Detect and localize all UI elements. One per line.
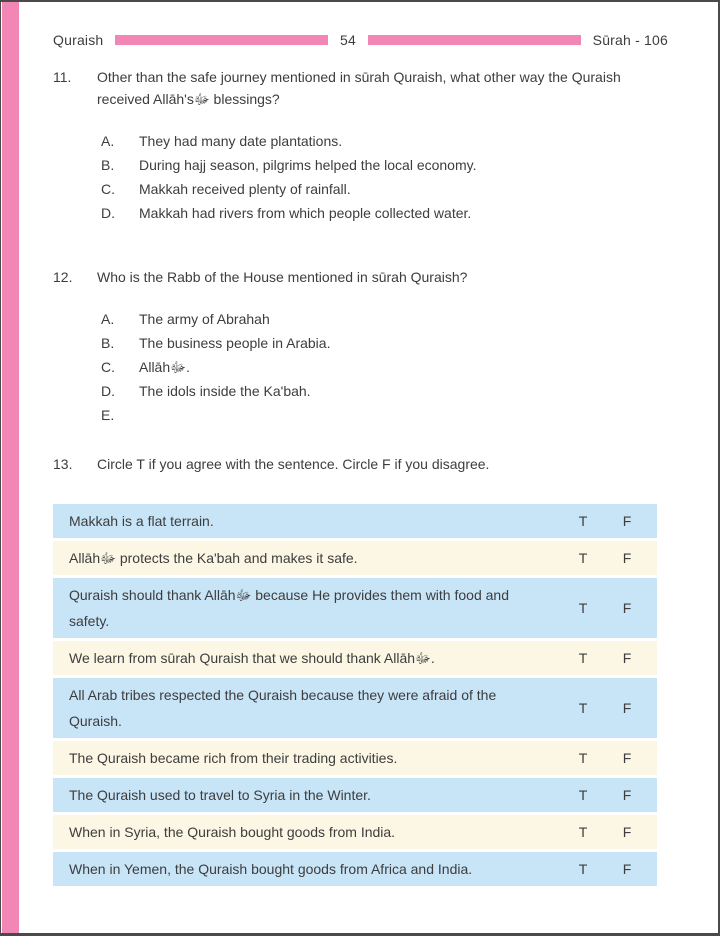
tf-true-choice[interactable]: T <box>578 550 588 566</box>
tf-true-choice[interactable]: T <box>578 650 588 666</box>
question-number: 12. <box>53 269 73 285</box>
question-text: Who is the Rabb of the House mentioned in sūrah Quraish? <box>97 269 468 285</box>
tf-row <box>53 578 657 638</box>
option-text: Allāhﷻ. <box>139 359 190 375</box>
tf-row <box>53 741 657 775</box>
tf-statement: All Arab tribes respected the Quraish because they were afraid of the Quraish. <box>69 687 497 729</box>
option-letter: B. <box>101 157 115 173</box>
question-12-options <box>101 307 668 427</box>
option-a <box>101 129 668 153</box>
tf-false-choice[interactable]: F <box>622 861 632 877</box>
tf-row <box>53 852 657 886</box>
option-text: During hajj season, pilgrims helped the local economy. <box>139 157 477 173</box>
option-letter: C. <box>101 181 115 197</box>
question-text: Circle T if you agree with the sentence. Circle F if you disagree. <box>97 456 490 472</box>
left-margin-band <box>2 2 19 933</box>
option-letter: B. <box>101 335 115 351</box>
header-rule-right <box>368 35 581 45</box>
header-surah-name: Quraish <box>53 32 104 48</box>
option-text: The idols inside the Ka'bah. <box>139 383 311 399</box>
tf-false-choice[interactable]: F <box>622 824 632 840</box>
tf-false-choice[interactable]: F <box>622 600 632 616</box>
tf-row <box>53 504 657 538</box>
header-surah-number: Sūrah - 106 <box>592 32 669 48</box>
tf-row <box>53 541 657 575</box>
tf-true-choice[interactable]: T <box>578 824 588 840</box>
question-number: 13. <box>53 456 73 472</box>
tf-statement: We learn from sūrah Quraish that we should thank Allāhﷻ. <box>69 650 435 666</box>
option-letter: E. <box>101 407 115 423</box>
option-c <box>101 177 668 201</box>
option-letter: A. <box>101 311 115 327</box>
tf-true-choice[interactable]: T <box>578 513 588 529</box>
tf-false-choice[interactable]: F <box>622 650 632 666</box>
question-12 <box>53 266 668 427</box>
option-b <box>101 331 668 355</box>
tf-statement: The Quraish used to travel to Syria in the Winter. <box>69 787 371 803</box>
tf-false-choice[interactable]: F <box>622 550 632 566</box>
true-false-table <box>53 504 657 886</box>
tf-statement: When in Yemen, the Quraish bought goods from Africa and India. <box>69 861 473 877</box>
tf-row <box>53 641 657 675</box>
option-text: Makkah had rivers from which people collected water. <box>139 205 472 221</box>
tf-statement: Quraish should thank Allāhﷻ because He provides them with food and safety. <box>69 587 509 629</box>
option-a <box>101 307 668 331</box>
page-header <box>53 32 668 48</box>
option-letter: C. <box>101 359 115 375</box>
tf-false-choice[interactable]: F <box>622 700 632 716</box>
option-d <box>101 201 668 225</box>
tf-row <box>53 815 657 849</box>
option-b <box>101 153 668 177</box>
option-text: Makkah received plenty of rainfall. <box>139 181 351 197</box>
option-e <box>101 403 668 427</box>
tf-true-choice[interactable]: T <box>578 787 588 803</box>
tf-true-choice[interactable]: T <box>578 700 588 716</box>
tf-row <box>53 678 657 738</box>
tf-true-choice[interactable]: T <box>578 861 588 877</box>
tf-false-choice[interactable]: F <box>622 787 632 803</box>
tf-statement: The Quraish became rich from their trading activities. <box>69 750 398 766</box>
option-letter: A. <box>101 133 115 149</box>
tf-statement: Allāhﷻ protects the Ka'bah and makes it safe. <box>69 550 358 566</box>
tf-true-choice[interactable]: T <box>578 600 588 616</box>
option-d <box>101 379 668 403</box>
tf-true-choice[interactable]: T <box>578 750 588 766</box>
question-text: Other than the safe journey mentioned in sūrah Quraish, what other way the Quraish received Allāh'sﷻ blessings? <box>97 69 621 107</box>
tf-false-choice[interactable]: F <box>622 513 632 529</box>
tf-row <box>53 778 657 812</box>
option-c <box>101 355 668 379</box>
page-number: 54 <box>340 32 357 48</box>
question-11-options <box>101 129 668 225</box>
tf-statement: Makkah is a flat terrain. <box>69 513 214 529</box>
tf-false-choice[interactable]: F <box>622 750 632 766</box>
option-text: The army of Abrahah <box>139 311 270 327</box>
option-letter: D. <box>101 383 115 399</box>
question-13 <box>53 453 668 475</box>
header-rule-left <box>115 35 328 45</box>
question-number: 11. <box>53 69 72 85</box>
option-letter: D. <box>101 205 115 221</box>
question-11 <box>53 66 668 225</box>
option-text: The business people in Arabia. <box>139 335 331 351</box>
tf-statement: When in Syria, the Quraish bought goods from India. <box>69 824 396 840</box>
option-text: They had many date plantations. <box>139 133 343 149</box>
